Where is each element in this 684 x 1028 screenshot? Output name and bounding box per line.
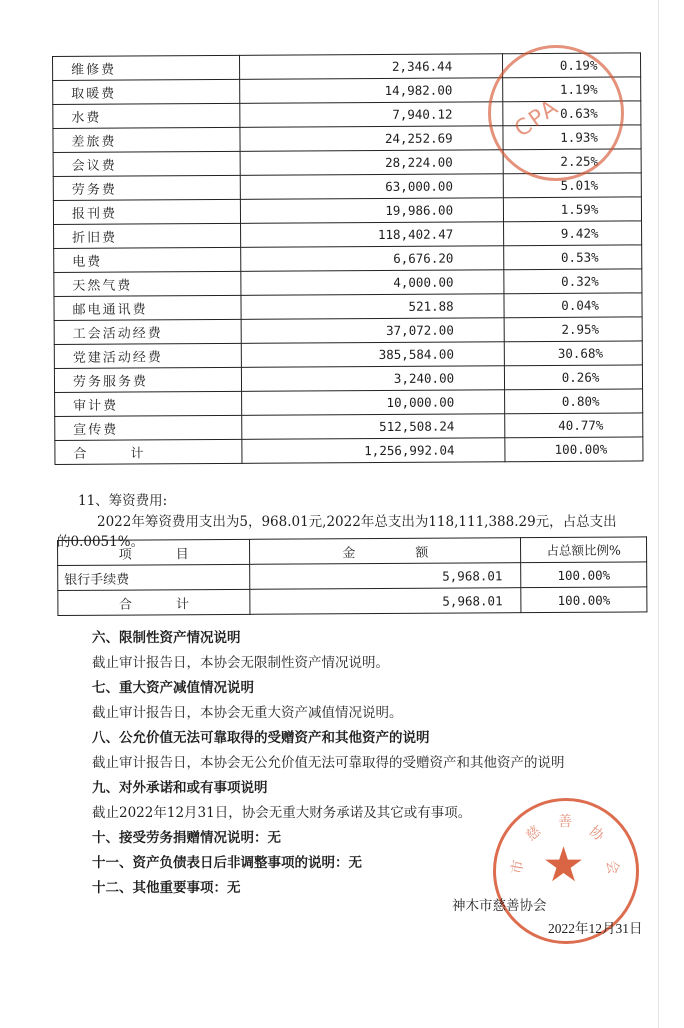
total-amount: 1,256,992.04 xyxy=(242,438,505,464)
header-percent: 占总额比例% xyxy=(521,537,647,563)
table-row xyxy=(54,341,642,369)
table-row xyxy=(55,413,643,441)
section-7-body: 截止审计报告日，本协会无重大资产减值情况说明。 xyxy=(92,705,403,721)
row-name: 审计费 xyxy=(55,391,242,416)
table-row xyxy=(53,53,641,81)
row-amount: 4,000.00 xyxy=(241,270,504,296)
row-percent: 0.32% xyxy=(504,269,642,294)
total-label xyxy=(58,589,250,615)
table-row xyxy=(53,77,641,105)
row-amount: 63,000.00 xyxy=(240,174,503,200)
row-amount: 385,584.00 xyxy=(241,342,504,368)
total-label xyxy=(55,439,242,464)
row-percent: 0.80% xyxy=(505,389,643,414)
seal-char: 协 xyxy=(585,823,607,845)
section-8-title: 八、公允价值无法可靠取得的受赠资产和其他资产的说明 xyxy=(92,730,430,746)
row-amount: 19,986.00 xyxy=(241,198,504,224)
header-item-b: 目 xyxy=(175,546,189,562)
total-label-a: 合 xyxy=(118,597,133,613)
row-amount: 24,252.69 xyxy=(240,126,503,152)
header-item-a: 项 xyxy=(118,547,132,563)
row-percent: 0.04% xyxy=(504,293,642,318)
fundraising-total-row xyxy=(58,587,647,616)
table-row xyxy=(53,149,641,177)
row-percent: 1.19% xyxy=(503,77,641,102)
row-percent: 0.53% xyxy=(504,245,642,270)
fundraising-heading: 11、筹资费用: xyxy=(78,493,168,509)
seal-char: 市 xyxy=(508,858,528,876)
row-amount: 2,346.44 xyxy=(240,54,503,80)
row-name: 宣传费 xyxy=(55,415,242,440)
table-row xyxy=(53,197,641,225)
row-percent: 9.42% xyxy=(504,221,642,246)
table-row xyxy=(54,365,642,393)
row-amount: 7,940.12 xyxy=(240,102,503,128)
row-name: 差旅费 xyxy=(53,127,240,152)
row-percent: 1.59% xyxy=(504,197,642,222)
row-name: 工会活动经费 xyxy=(54,319,241,344)
row-name: 党建活动经费 xyxy=(54,343,241,368)
total-label-b: 计 xyxy=(130,446,144,462)
total-percent: 100.00% xyxy=(505,437,643,462)
section-10-title: 十、接受劳务捐赠情况说明：无 xyxy=(92,830,281,846)
fundraising-paragraph-line1: 2022年筹资费用支出为5，968.01元,2022年总支出为118,111,388.29元，占总支出 xyxy=(97,514,617,530)
row-amount: 118,402.47 xyxy=(241,222,504,248)
expense-total-row xyxy=(55,437,643,465)
cpa-stamp-text: CPA xyxy=(510,94,565,143)
expense-table xyxy=(52,52,643,465)
row-name: 劳务费 xyxy=(53,175,240,200)
total-amount: 5,968.01 xyxy=(250,588,521,615)
table-row xyxy=(54,317,642,345)
seal-char: 慈 xyxy=(523,823,545,845)
header-amount-a: 金 xyxy=(342,545,356,561)
fundraising-table-header xyxy=(58,537,647,566)
section-6-title: 六、限制性资产情况说明 xyxy=(92,630,241,646)
row-amount: 28,224.00 xyxy=(240,150,503,176)
row-name: 维修费 xyxy=(53,55,240,80)
row-amount: 10,000.00 xyxy=(242,390,505,416)
row-name: 天然气费 xyxy=(54,271,241,296)
fundraising-table xyxy=(57,536,647,616)
signature-date: 2022年12月31日 xyxy=(548,921,643,936)
row-amount: 6,676.20 xyxy=(241,246,504,272)
row-amount: 521.88 xyxy=(241,294,504,320)
header-amount-b: 额 xyxy=(415,545,429,561)
table-row xyxy=(54,221,642,249)
total-label-b: 计 xyxy=(175,596,190,612)
table-row xyxy=(55,389,643,417)
row-name: 邮电通讯费 xyxy=(54,295,241,320)
fundraising-paragraph-line2: 的0.0051%。 xyxy=(57,534,145,550)
row-percent: 0.63% xyxy=(503,101,641,126)
table-row xyxy=(58,562,647,591)
row-percent: 1.93% xyxy=(503,125,641,150)
row-amount: 14,982.00 xyxy=(240,78,503,104)
signature-organization: 神木市慈善协会 xyxy=(452,898,547,914)
row-percent: 100.00% xyxy=(521,562,647,588)
section-8-body: 截止审计报告日，本协会无公允价值无法可靠取得的受赠资产和其他资产的说明 xyxy=(92,755,565,771)
table-row xyxy=(53,101,641,129)
section-11-title: 十一、资产负债表日后非调整事项的说明：无 xyxy=(92,855,362,871)
row-percent: 2.95% xyxy=(504,317,642,342)
seal-char: 善 xyxy=(558,814,572,830)
row-name: 取暖费 xyxy=(53,79,240,104)
seal-char: 会 xyxy=(602,858,622,876)
row-name: 电费 xyxy=(54,247,241,272)
table-row xyxy=(53,173,641,201)
row-amount: 37,072.00 xyxy=(241,318,504,344)
section-12-title: 十二、其他重要事项：无 xyxy=(92,880,241,896)
row-percent: 5.01% xyxy=(503,173,641,198)
row-percent: 2.25% xyxy=(503,149,641,174)
row-percent: 0.19% xyxy=(503,53,641,78)
section-9-body: 截止2022年12月31日，协会无重大财务承诺及其它或有事项。 xyxy=(92,805,472,821)
table-row xyxy=(54,245,642,273)
row-amount: 3,240.00 xyxy=(242,366,505,392)
section-6-body: 截止审计报告日，本协会无限制性资产情况说明。 xyxy=(92,655,389,671)
seal-star-icon: ★ xyxy=(542,837,586,893)
row-name: 水费 xyxy=(53,103,240,128)
row-name: 银行手续费 xyxy=(58,564,250,590)
header-amount xyxy=(250,538,521,565)
row-name: 报刊费 xyxy=(53,199,240,224)
total-label-a: 合 xyxy=(73,446,87,462)
table-row xyxy=(54,293,642,321)
row-amount: 512,508.24 xyxy=(242,414,505,440)
row-name: 劳务服务费 xyxy=(54,367,241,392)
table-row xyxy=(53,125,641,153)
row-name: 折旧费 xyxy=(54,223,241,248)
row-amount: 5,968.01 xyxy=(250,563,521,590)
table-row xyxy=(54,269,642,297)
row-percent: 30.68% xyxy=(504,341,642,366)
row-name: 会议费 xyxy=(53,151,240,176)
page-edge xyxy=(658,0,659,1028)
section-7-title: 七、重大资产减值情况说明 xyxy=(92,680,254,696)
header-item xyxy=(58,539,250,565)
row-percent: 0.26% xyxy=(505,365,643,390)
total-percent: 100.00% xyxy=(521,587,647,613)
row-percent: 40.77% xyxy=(505,413,643,438)
section-9-title: 九、对外承诺和或有事项说明 xyxy=(92,780,268,796)
